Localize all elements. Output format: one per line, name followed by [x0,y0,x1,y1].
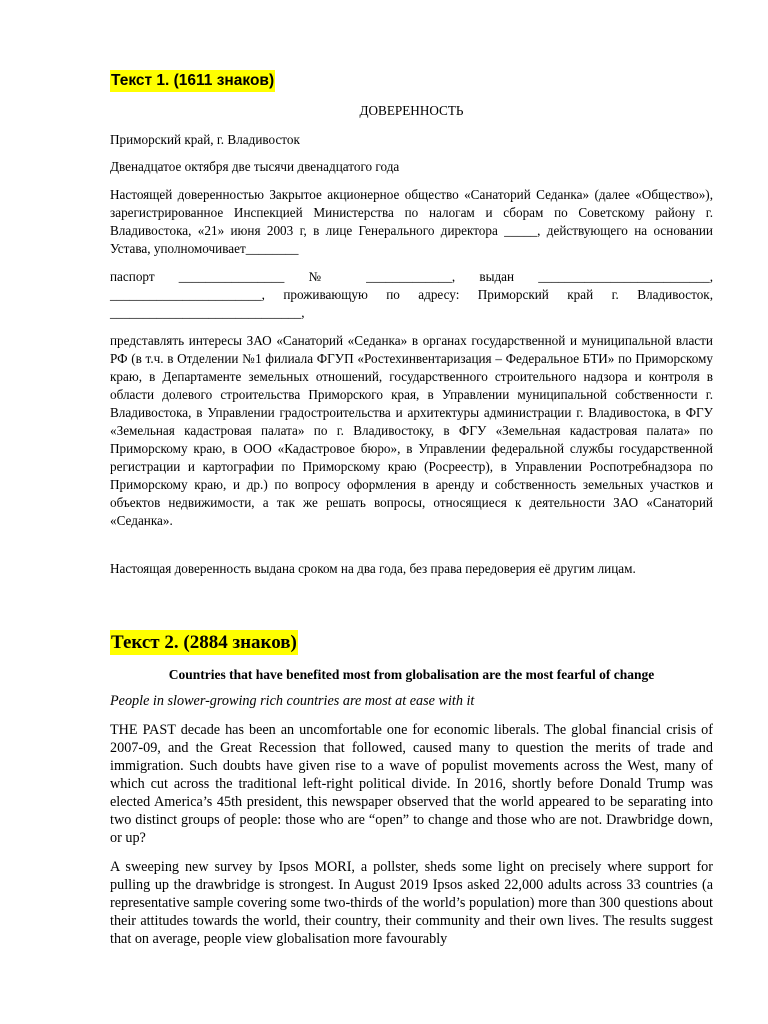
text2-title: Countries that have benefited most from globalisation are the most fearful of change [168,667,655,682]
text2-subtitle: People in slower-growing rich countries are most at ease with it [110,693,475,709]
text1-passport-block [110,268,713,322]
text2-paragraph-1: THE PAST decade has been an uncomfortable one for economic liberals. The global financial crisis of 2007-09, and the Great Recession that followed, caused many to question the merits of trade and immigration. Such doubts have given rise to a wave of populist movements across the West, many of which cut across the traditional left-right political divide. In 2016, shortly before Donald Trump was elected America’s 45th president, this newspaper observed that the world appeared to be separating into two distinct groups of people: those who are “open” to change and those who are not. Drawbridge down, or up? [110,722,713,846]
passport-line-1: паспорт ________________ № _____________, выдан __________________________, [110,269,713,284]
text1-date: Двенадцатое октября две тысячи двенадцатого года [110,159,400,174]
text1-heading: Текст 1. (1611 знаков) [110,70,275,92]
text1-place: Приморский край, г. Владивосток [110,132,300,147]
text2-paragraph-2: A sweeping new survey by Ipsos MORI, a pollster, sheds some light on precisely where support for pulling up the drawbridge is strongest. In August 2019 Ipsos asked 22,000 adults across 33 countries (a representative sample covering some two-thirds of the world’s population) more than 300 questions about their attitudes towards the world, their country, their community and their own lives. The results suggest that on average, people view globalisation more favourably [110,859,713,947]
passport-line-2: _______________________, проживающую по адресу: Приморский край г. Владивосток, [110,287,713,302]
text1-paragraph-3: Настоящая доверенность выдана сроком на два года, без права передоверия её другим лицам. [110,561,636,576]
passport-line-3: _____________________________, [110,305,305,320]
text1-paragraph-2: представлять интересы ЗАО «Санаторий «Седанка» в органах государственной и муниципальной власти РФ (в т.ч. в Отделении №1 филиала ФГУП «Ростехинвентаризация – Федеральное БТИ» по Приморскому краю, в Департаменте земельных отношений, государственного строительного надзора и контроля в области долевого строительства Приморского края, в Управлении муниципальной собственности г. Владивостока, в Управлении градостроительства и архитектуры администрации г. Владивостока, в ФГУ «Земельная кадастровая палата» по г. Владивостоку, в ФГУ «Земельная кадастровая палата» по Приморскому краю, в ООО «Кадастровое бюро», в Управлении федеральной службы государственной регистрации и картографии по Приморскому краю (Росреестр), в Управлении Роспотребнадзора по Приморскому краю, и др.) по вопросу оформления в аренду и собственность земельных участков и объектов недвижимости, а так же решать вопросы, относящиеся к деятельности ЗАО «Санаторий «Седанка». [110,333,713,528]
text2-heading: Текст 2. (2884 знаков) [111,632,297,653]
text1-paragraph-1: Настоящей доверенностью Закрытое акционерное общество «Санаторий Седанка» (далее «Общество»), зарегистрированное Инспекцией Министерства по налогам и сборам по Советскому району г. Владивостока, «21» июня 2003 г, в лице Генерального директора _____, действующего на основании Устава, уполномочивает________ [110,187,713,256]
text1-title: ДОВЕРЕННОСТЬ [359,103,464,118]
